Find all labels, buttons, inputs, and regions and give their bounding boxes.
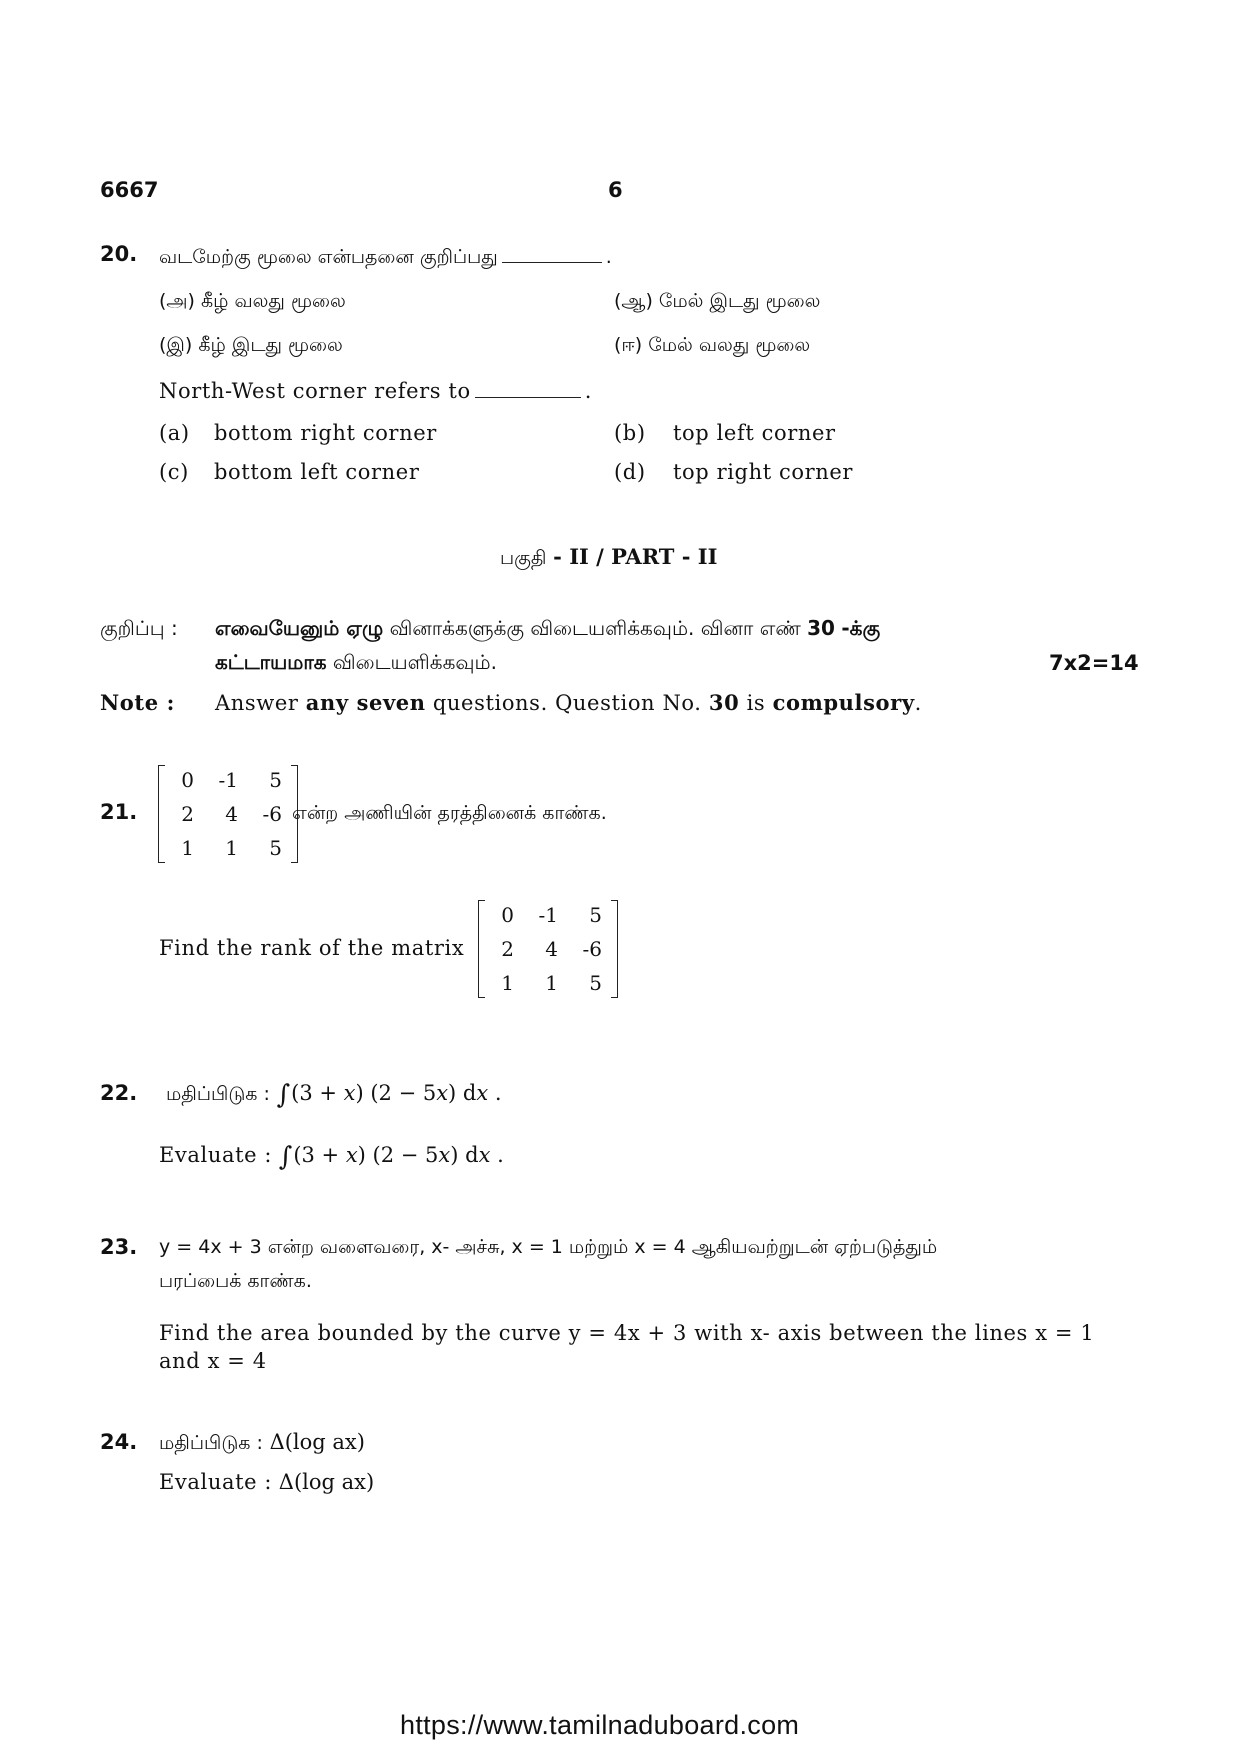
matrix-cell: 1: [181, 836, 194, 860]
q20-tamil-option-d: (ஈ) மேல் வலது மூலை: [614, 334, 811, 356]
matrix-cell: 4: [545, 937, 558, 961]
matrix-cell: -1: [538, 903, 558, 927]
matrix-cell: 4: [225, 802, 238, 826]
part-heading: பகுதி - II / PART - II: [500, 544, 718, 569]
question-number: 22.: [100, 1081, 138, 1105]
q20-tamil-question: வடமேற்கு மூலை என்பதனை குறிப்பது .: [159, 246, 612, 268]
q23-english-line2: and x = 4: [159, 1349, 267, 1373]
note-tamil-line1: எவையேனும் ஏழு வினாக்களுக்கு விடையளிக்கவும். வினா எண் 30 -க்கு: [215, 616, 881, 640]
q20-english-option-c: (c): [159, 460, 189, 484]
matrix-cell: 1: [545, 971, 558, 995]
q20-english-option-d-text: top right corner: [673, 460, 854, 484]
q23-english-line1: Find the area bounded by the curve y = 4x + 3 with x- axis between the lines x = 1: [159, 1321, 1095, 1345]
q20-tamil-option-b: (ஆ) மேல் இடது மூலை: [614, 290, 821, 312]
question-number: 20.: [100, 242, 138, 266]
q20-tamil-option-a: (அ) கீழ் வலது மூலை: [159, 290, 346, 312]
matrix-cell: 2: [501, 937, 514, 961]
note-english-label: Note :: [100, 690, 175, 715]
matrix-cell: 5: [589, 971, 602, 995]
footer-website-link[interactable]: https://www.tamilnaduboard.com: [400, 1710, 800, 1740]
matrix-cell: 0: [501, 903, 514, 927]
q20-english-option-d: (d): [614, 460, 646, 484]
paper-code: 6667: [100, 178, 159, 202]
q22-english-expression: Evaluate : ∫(3 + x) (2 − 5x) dx .: [159, 1142, 504, 1172]
question-number: 24.: [100, 1430, 138, 1454]
matrix-cell: -6: [582, 937, 602, 961]
matrix-cell: -1: [218, 768, 238, 792]
answer-blank: [502, 244, 602, 263]
note-tamil-line2: கட்டாயமாக விடையளிக்கவும்.: [215, 650, 497, 674]
matrix-cell: 5: [589, 903, 602, 927]
q22-tamil-expression: மதிப்பிடுக : ∫(3 + x) (2 − 5x) dx .: [166, 1080, 502, 1110]
marks-allocation: 7x2=14: [1049, 651, 1139, 675]
matrix-tamil: [158, 765, 298, 863]
page-number: 6: [608, 178, 623, 202]
q20-english-option-a: (a): [159, 421, 190, 445]
q23-tamil-line1: y = 4x + 3 என்ற வளைவரை, x- அச்சு, x = 1 மற்றும் x = 4 ஆகியவற்றுடன் ஏற்படுத்தும்: [159, 1236, 938, 1258]
q20-english-option-a-text: bottom right corner: [214, 421, 437, 445]
q20-english-option-b: (b): [614, 421, 646, 445]
q24-english-expression: Evaluate : Δ(log ax): [159, 1470, 375, 1494]
matrix-cell: -6: [262, 802, 282, 826]
q21-english-text: Find the rank of the matrix: [159, 936, 465, 960]
q23-tamil-line2: பரப்பைக் காண்க.: [159, 1270, 312, 1292]
question-number: 21.: [100, 800, 138, 824]
q20-english-option-b-text: top left corner: [673, 421, 836, 445]
q20-english-question: North-West corner refers to .: [159, 379, 592, 403]
note-english-text: Answer any seven questions. Question No. 30 is compulsory.: [215, 690, 922, 715]
answer-blank: [475, 379, 581, 398]
q21-tamil-text: என்ற அணியின் தரத்தினைக் காண்க.: [292, 802, 607, 824]
q20-tamil-option-c: (இ) கீழ் இடது மூலை: [159, 334, 343, 356]
matrix-cell: 2: [181, 802, 194, 826]
matrix-cell: 5: [269, 836, 282, 860]
matrix-english: [478, 900, 618, 998]
q24-tamil-expression: மதிப்பிடுக : Δ(log ax): [159, 1430, 365, 1454]
matrix-cell: 0: [181, 768, 194, 792]
matrix-cell: 1: [501, 971, 514, 995]
note-tamil-label: குறிப்பு :: [100, 616, 178, 640]
matrix-cell: 1: [225, 836, 238, 860]
q20-english-option-c-text: bottom left corner: [214, 460, 420, 484]
question-number: 23.: [100, 1235, 138, 1259]
matrix-cell: 5: [269, 768, 282, 792]
